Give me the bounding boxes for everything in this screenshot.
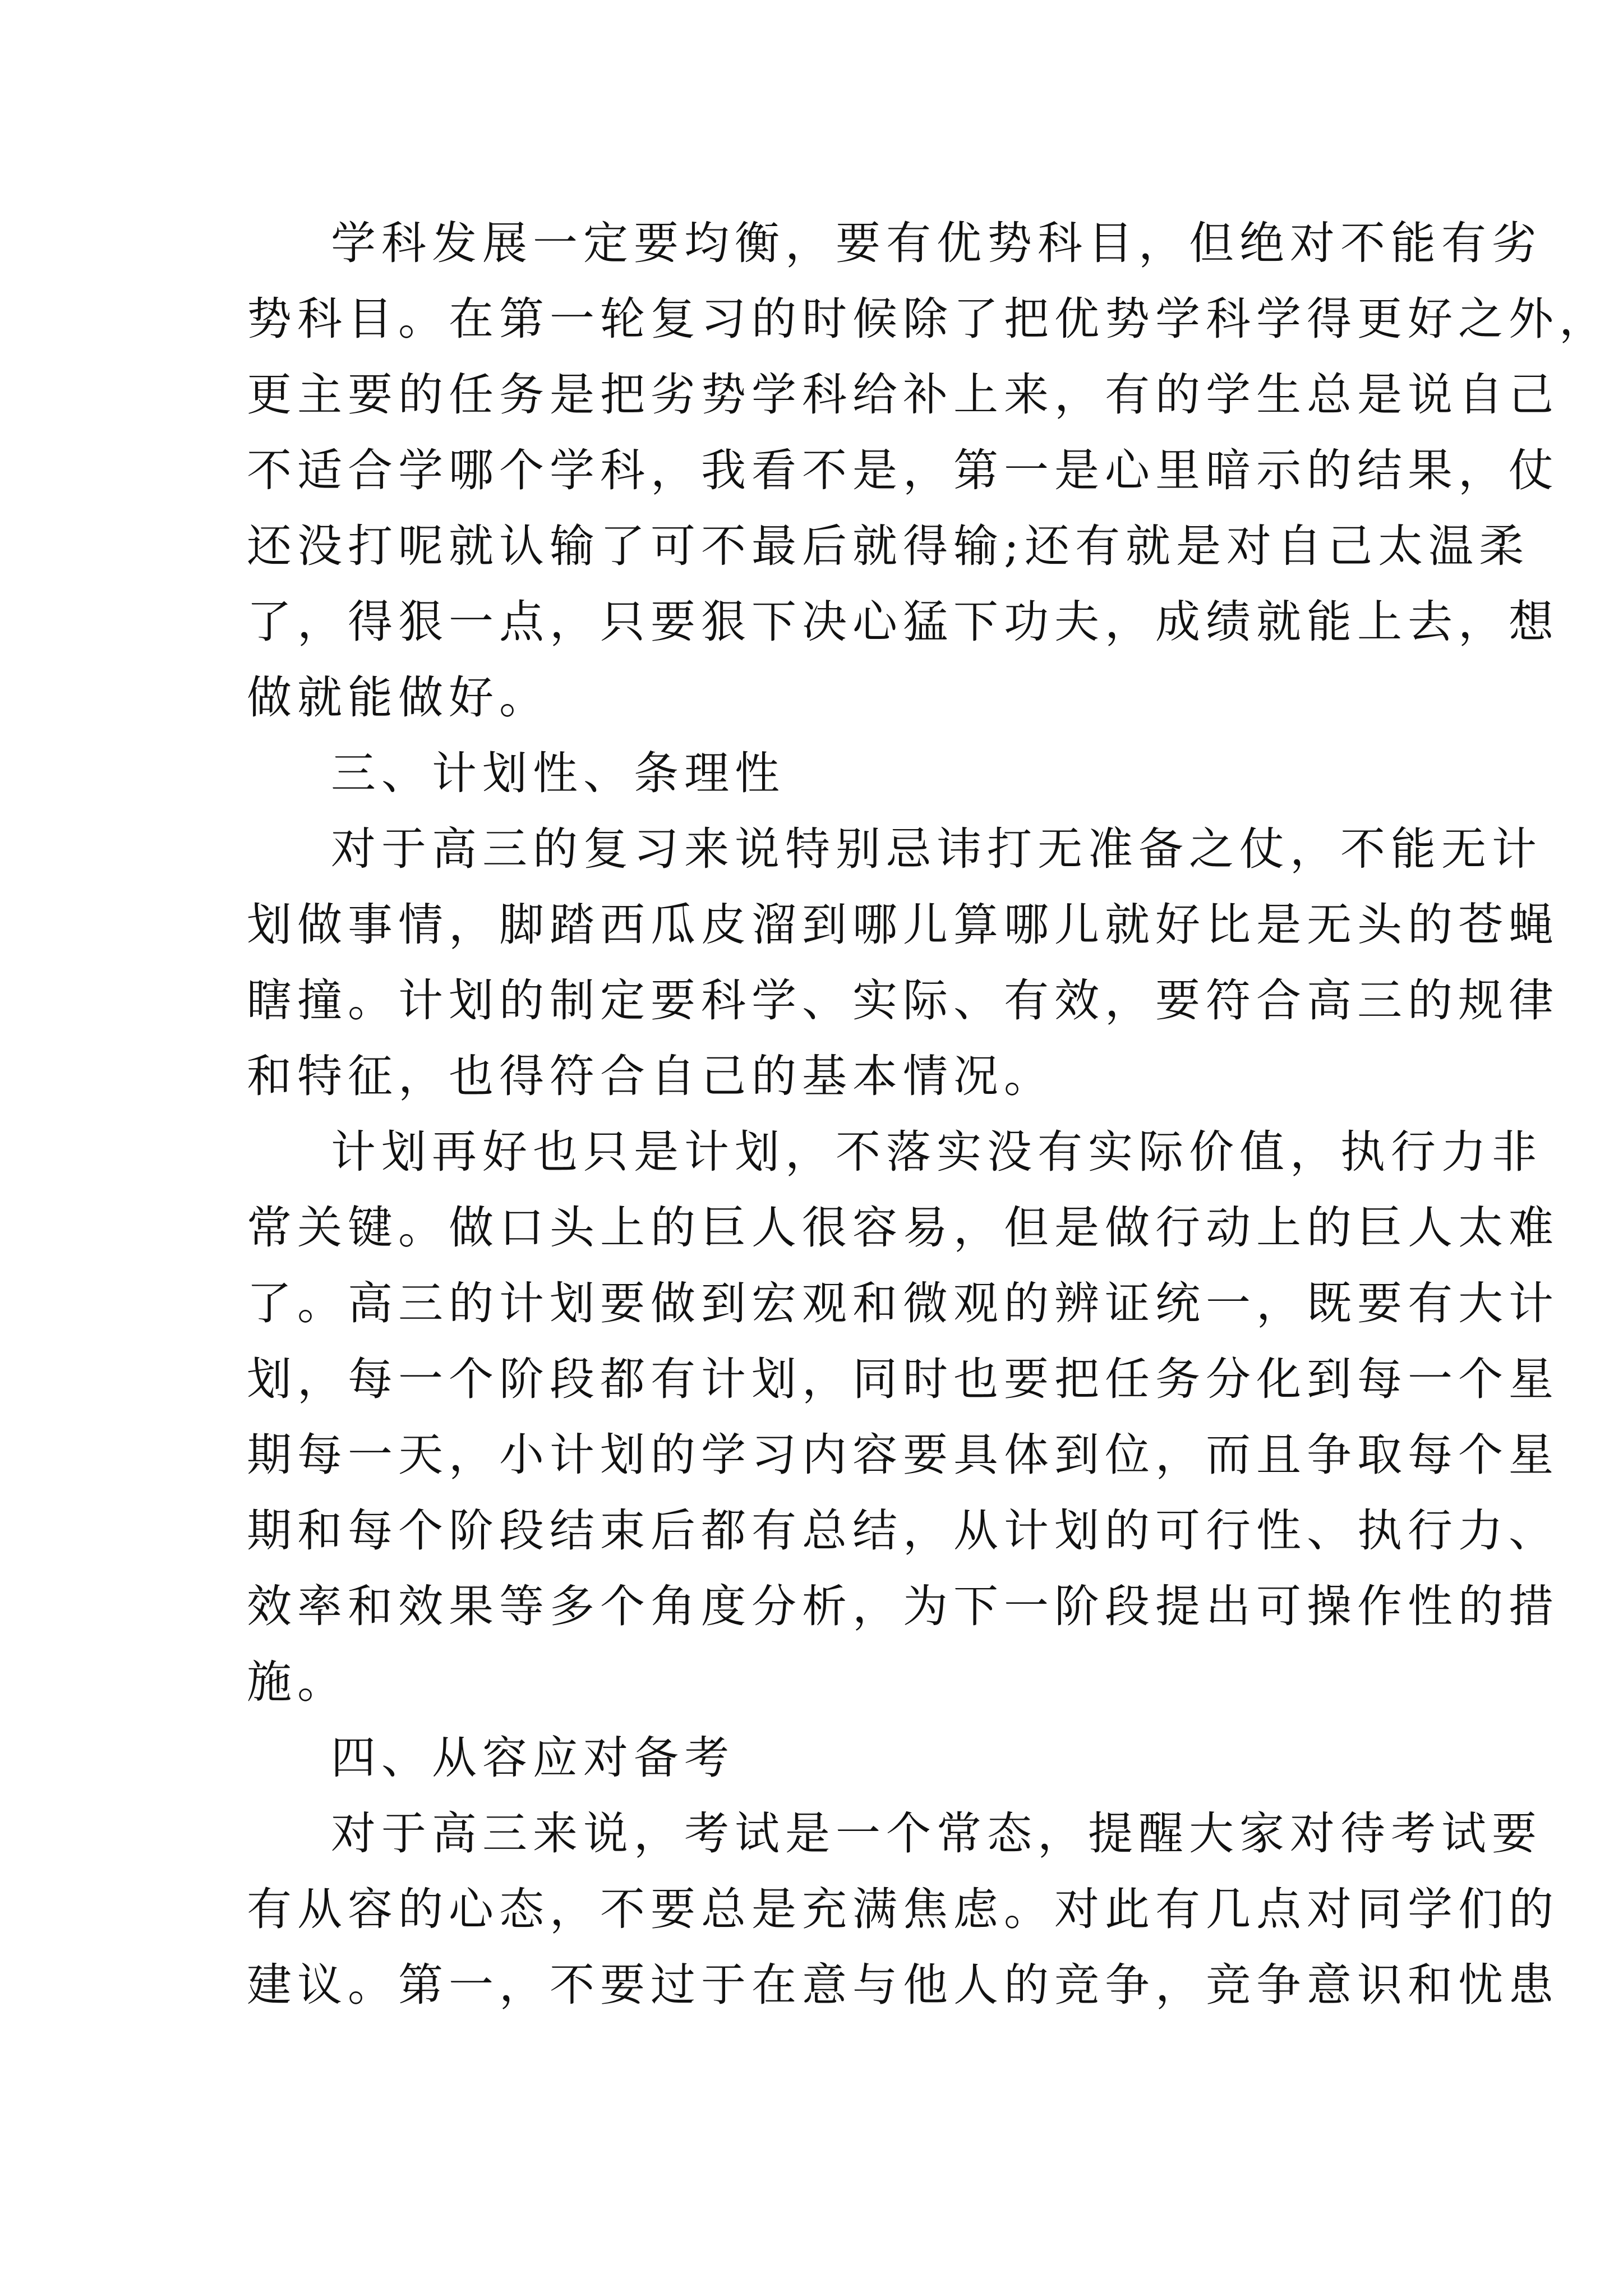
section-heading: 三、计划性、条理性 (331, 747, 785, 799)
text-line: 期和每个阶段结束后都有总结，从计划的可行性、执行力、 (247, 1504, 1559, 1557)
text-line: 了，得狠一点，只要狠下决心猛下功夫，成绩就能上去，想 (247, 596, 1559, 648)
text-line: 建议。第一，不要过于在意与他人的竞争，竞争意识和忧患 (247, 1959, 1559, 2011)
text-line: 不适合学哪个学科，我看不是，第一是心里暗示的结果，仗 (247, 444, 1559, 496)
text-line: 施。 (247, 1656, 348, 1708)
text-line: 了。高三的计划要做到宏观和微观的辨证统一，既要有大计 (247, 1277, 1559, 1329)
text-line: 有从容的心态，不要总是充满焦虑。对此有几点对同学们的 (247, 1883, 1559, 1935)
text-line: 计划再好也只是计划，不落实没有实际价值，执行力非 (331, 1126, 1542, 1178)
text-line: 对于高三来说，考试是一个常态，提醒大家对待考试要 (331, 1807, 1542, 1860)
text-line: 对于高三的复习来说特别忌讳打无准备之仗，不能无计 (331, 823, 1542, 875)
text-line: 还没打呢就认输了可不最后就得输;还有就是对自己太温柔 (247, 520, 1529, 572)
text-line: 势科目。在第一轮复习的时候除了把优势学科学得更好之外， (247, 293, 1610, 345)
text-line: 更主要的任务是把劣势学科给补上来，有的学生总是说自己 (247, 369, 1559, 421)
text-line: 常关键。做口头上的巨人很容易，但是做行动上的巨人太难 (247, 1202, 1559, 1254)
text-line: 期每一天，小计划的学习内容要具体到位，而且争取每个星 (247, 1429, 1559, 1481)
text-line: 划，每一个阶段都有计划，同时也要把任务分化到每一个星 (247, 1353, 1559, 1405)
text-line: 和特征，也得符合自己的基本情况。 (247, 1050, 1054, 1102)
text-line: 效率和效果等多个角度分析，为下一阶段提出可操作性的措 (247, 1580, 1559, 1632)
text-line: 做就能做好。 (247, 671, 550, 724)
text-line: 划做事情，脚踏西瓜皮溜到哪儿算哪儿就好比是无头的苍蝇 (247, 899, 1559, 951)
text-line: 瞎撞。计划的制定要科学、实际、有效，要符合高三的规律 (247, 974, 1559, 1027)
text-line: 学科发展一定要均衡，要有优势科目，但绝对不能有劣 (331, 217, 1542, 269)
section-heading: 四、从容应对备考 (331, 1732, 735, 1784)
